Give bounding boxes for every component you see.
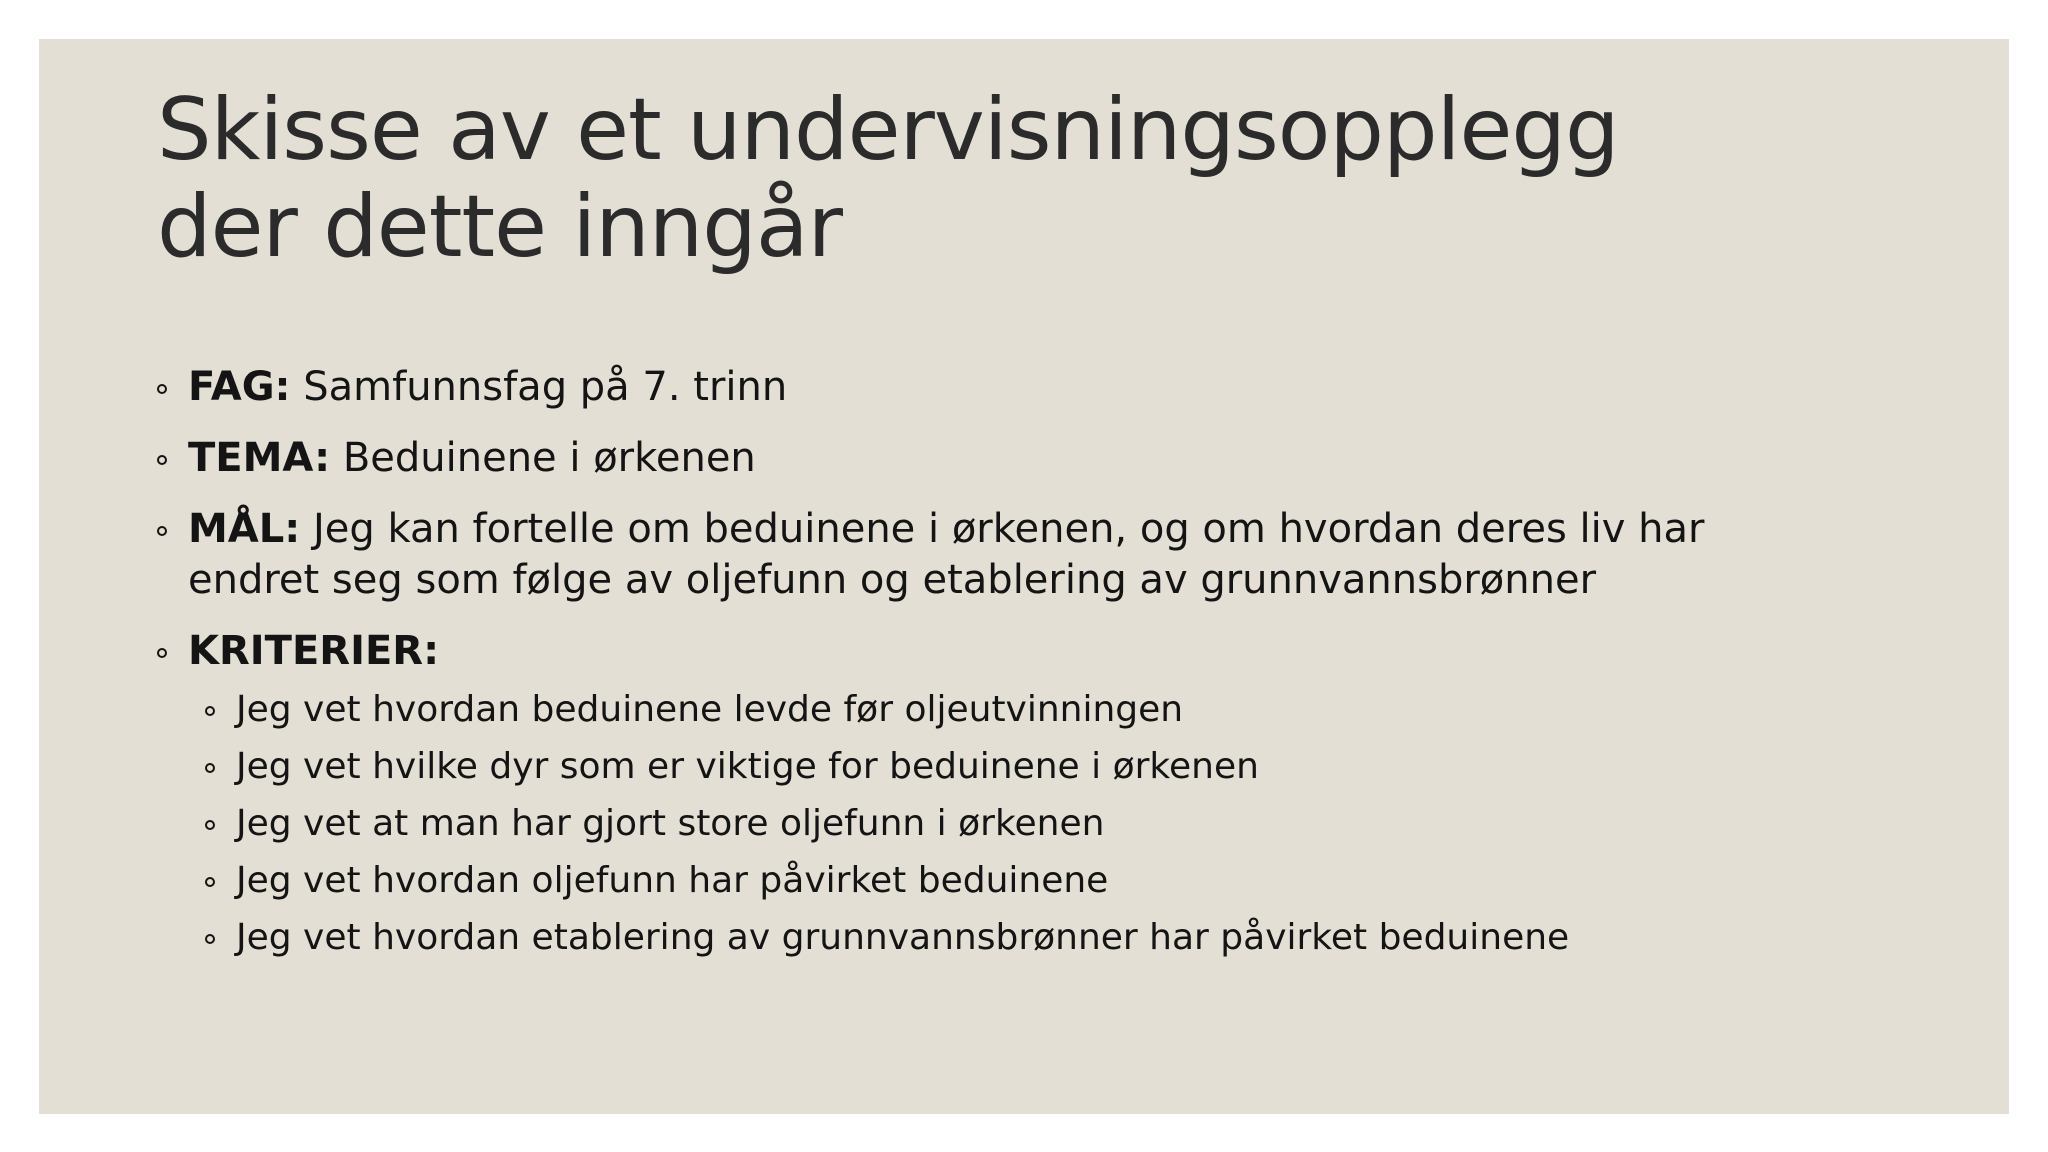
bullet-icon [205,820,215,830]
item-label: TEMA: [188,435,331,481]
criteria-text: Jeg vet hvordan beduinene levde før oljeutvinningen [236,689,1184,730]
criteria-text: Jeg vet hvordan etablering av grunnvannsbrønner har påvirket beduinene [236,917,1570,958]
bullet-icon [205,706,215,716]
item-text-line-2: endret seg som følge av oljefunn og etablering av grunnvannsbrønner [188,557,1597,603]
item-text: Jeg kan fortelle om beduinene i ørkenen, og om hvordan deres liv har [312,506,1705,552]
bullet-icon [157,526,167,536]
bullet-icon [157,648,167,658]
bullet-icon [157,384,167,394]
slide-title [157,82,1857,276]
bullet-icon [157,455,167,465]
item-label: FAG: [188,364,291,410]
criteria-text: Jeg vet hvordan oljefunn har påvirket beduinene [236,860,1109,901]
bullet-icon [205,763,215,773]
bullet-icon [205,934,215,944]
item-label: KRITERIER: [188,628,440,674]
bullet-icon [205,877,215,887]
criteria-text: Jeg vet at man har gjort store oljefunn i ørkenen [236,803,1105,844]
item-text: Samfunnsfag på 7. trinn [303,364,788,410]
item-label: MÅL: [188,506,301,552]
slide-title-line-1: Skisse av et undervisningsopplegg [157,80,1619,180]
slide-title-line-2: der dette inngår [157,177,842,277]
criteria-text: Jeg vet hvilke dyr som er viktige for beduinene i ørkenen [236,746,1259,787]
item-text: Beduinene i ørkenen [342,435,756,481]
